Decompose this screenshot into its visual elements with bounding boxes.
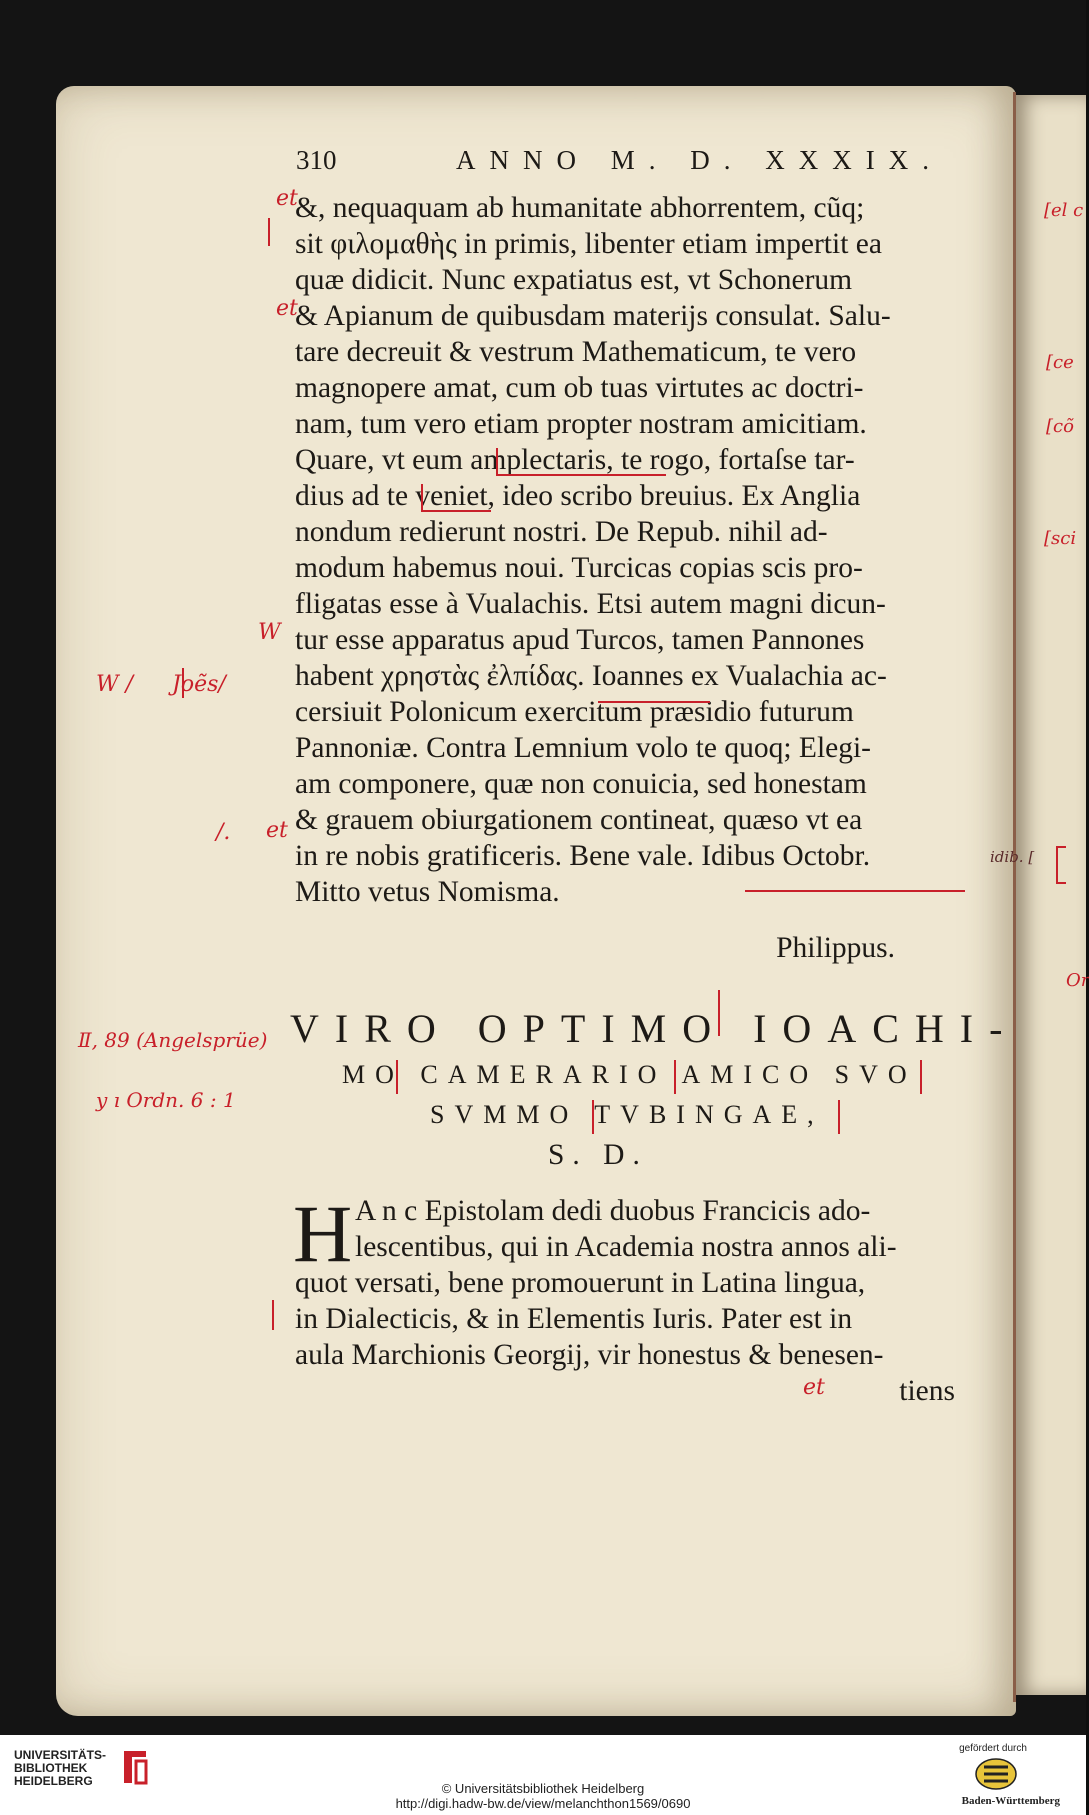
catchword: tiens [899, 1375, 955, 1407]
text-line: nondum redierunt nostri. De Repub. nihil ad- [295, 516, 828, 548]
page-edge-line [1013, 92, 1016, 1702]
running-title: ANNO M. D. XXXIX. [456, 145, 943, 175]
bracket-mark [674, 1060, 676, 1094]
text-line: modum habemus noui. Turcicas copias scis pro- [295, 552, 863, 584]
text-line: in re nobis gratificeris. Bene vale. Idibus Octobr. [295, 840, 871, 872]
bracket-mark [1056, 846, 1066, 884]
bracket-mark [920, 1060, 922, 1094]
text-line: aula Marchionis Georgij, vir honestus & benesen- [295, 1339, 884, 1371]
heading-line: MO CAMERARIO AMICO SVO [342, 1060, 917, 1089]
library-name-line: HEIDELBERG [14, 1774, 93, 1788]
underline-mark [598, 701, 710, 703]
page-number: 310 [296, 145, 337, 175]
text-line: dius ad te veniet, ideo scribo breuius. Ex Anglia [295, 480, 861, 512]
annotation-edge: [sci [1044, 528, 1077, 549]
text-line: habent χρηστὰς ἐλπίδας. Ioannes ex Vualachia ac- [295, 660, 887, 692]
bracket-mark [268, 218, 270, 246]
annotation-w: W [258, 620, 281, 645]
text-line: in Dialecticis, & in Elementis Iuris. Pater est in [295, 1303, 853, 1335]
text-line: lescentibus, qui in Academia nostra annos ali- [355, 1231, 897, 1263]
text-line: Mitto vetus Nomisma. [295, 876, 560, 908]
text-line: & Apianum de quibusdam materijs consulat. Salu- [295, 300, 891, 332]
annotation-w-slash: W / [96, 672, 134, 697]
underline-mark [496, 474, 666, 476]
bracket-mark [838, 1100, 840, 1134]
bracket-mark [272, 1300, 274, 1330]
text-line: quæ didicit. Nunc expatiatus est, vt Schonerum [295, 264, 853, 296]
footer-bar [0, 1735, 1086, 1815]
underline-mark [421, 510, 491, 512]
text-line: tur esse apparatus apud Turcos, tamen Pannones [295, 624, 865, 656]
bracket-mark [421, 484, 423, 512]
source-url[interactable]: http://digi.hadw-bw.de/view/melanchthon1569/0690 [395, 1796, 691, 1811]
annotation-et: et [266, 818, 288, 843]
text-line: fligatas esse à Vualachis. Etsi autem magni dicun- [295, 588, 886, 620]
annotation-reference: Ⅱ, 89 (Angelsprüe) [78, 1028, 268, 1052]
library-name-line: BIBLIOTHEK [14, 1761, 88, 1775]
annotation-slash: /. [216, 820, 231, 845]
bracket-mark [718, 990, 720, 1036]
bracket-mark [496, 448, 498, 476]
annotation-edge: [ce [1046, 352, 1074, 373]
annotation-edge: [cõ [1046, 416, 1074, 437]
annotation-edge: idib. [ [990, 848, 1035, 866]
text-line: &, nequaquam ab humanitate abhorrentem, cũq; [295, 192, 865, 224]
text-line: A n c Epistolam dedi duobus Francicis ado- [355, 1195, 871, 1227]
bracket-mark [592, 1100, 594, 1134]
text-line: quot versati, bene promouerunt in Latina lingua, [295, 1267, 866, 1299]
signature: Philippus. [776, 932, 895, 964]
annotation-et: et [276, 296, 298, 321]
text-line: tare decreuit & vestrum Mathematicum, te vero [295, 336, 857, 368]
underline-mark [745, 890, 965, 892]
heading-salutation: S. D. [548, 1139, 648, 1171]
text-line: & grauem obiurgationem contineat, quæso vt ea [295, 804, 863, 836]
heading-line: SVMMO TVBINGAE, [430, 1100, 824, 1129]
funding-label: gefördert durch [959, 1743, 1027, 1754]
annotation-et: et [276, 186, 298, 211]
text-line: magnopere amat, cum ob tuas virtutes ac doctri- [295, 372, 864, 404]
annotation-joes: Joẽs/ [172, 672, 226, 697]
state-crest-icon [974, 1757, 1018, 1791]
text-line: cersiuit Polonicum exercitum præsidio futurum [295, 696, 854, 728]
page-header [296, 145, 976, 181]
text-line: Pannoniæ. Contra Lemnium volo te quoq; Elegi- [295, 732, 871, 764]
heading-line: VIRO OPTIMO IOACHI- [290, 1006, 1019, 1051]
copyright-text: © Universitätsbibliothek Heidelberg [441, 1781, 645, 1796]
annotation-et: et [803, 1375, 825, 1400]
annotation-edge: Or [1066, 970, 1089, 991]
bracket-mark [182, 668, 184, 698]
facing-page-edge [1016, 95, 1086, 1695]
annotation-reference: y ı Ordn. 6 : 1 [96, 1088, 236, 1112]
bracket-mark [396, 1060, 398, 1094]
annotation-edge: [el c [1044, 200, 1084, 221]
text-line: Quare, vt eum amplectaris, te rogo, fortaſse tar- [295, 444, 855, 476]
text-line: am componere, quæ non conuicia, sed honestam [295, 768, 867, 800]
text-line: nam, tum vero etiam propter nostram amicitiam. [295, 408, 867, 440]
text-line: sit φιλομαθὴς in primis, libenter etiam impertit ea [295, 228, 882, 260]
drop-initial: H [293, 1188, 353, 1279]
state-name: Baden-Württemberg [961, 1795, 1060, 1807]
library-name-line: UNIVERSITÄTS- [14, 1748, 107, 1762]
